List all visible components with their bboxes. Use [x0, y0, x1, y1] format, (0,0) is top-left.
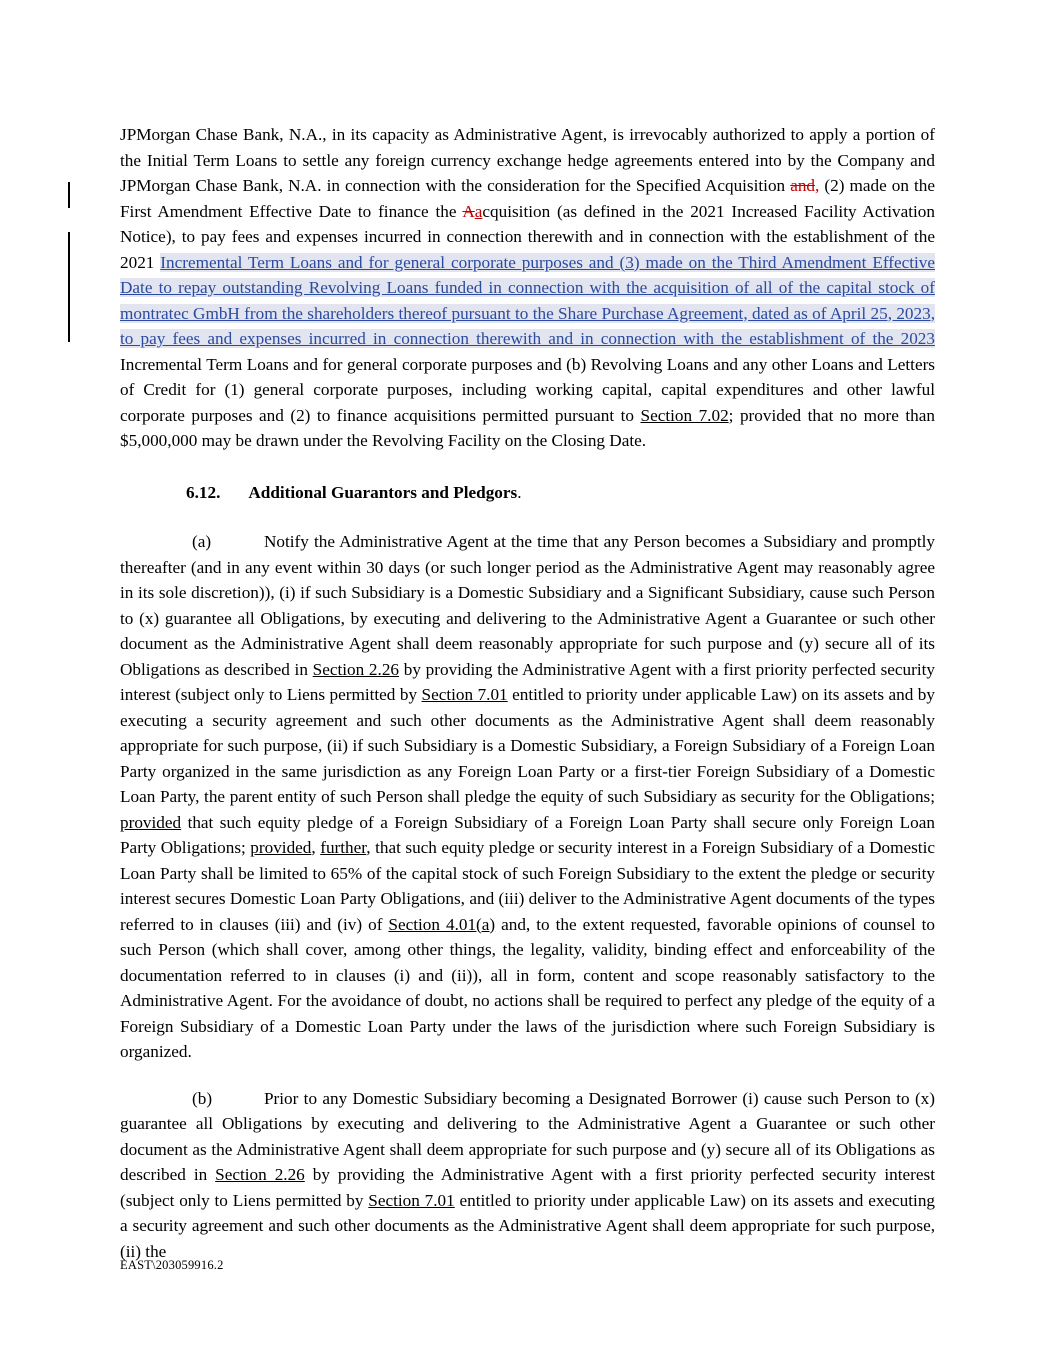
para-b-seg1: Prior to any Domestic Subsidiary becoming a Designated Borrower (i) cause such Person to (x) guarantee all Obligations by executing and delivering to the Administrative Agent a Guarantee or such other document as the Administrative Agent shall deem appropriate for such purpose and (y) secure all of its Obligations as described in — [120, 1088, 935, 1184]
para1-seg5: ; provided that no more than $5,000,000 may be drawn under the Revolving Facility on the Closing Date. — [120, 405, 935, 450]
para1-seg4: Incremental Term Loans and for general corporate purposes and (b) Revolving Loans and any other Loans and Letters of Credit for (1) general corporate purposes, including working capital, capital expenditures and other lawful corporate purposes and (2) to finance acquisitions permitted pursuant to — [120, 354, 935, 425]
para-a-seg3: entitled to priority under applicable Law) on its assets and by executing a security agreement and such other documents as the Administrative Agent shall deem reasonably appropriate for such purpose, (ii) if such Subsidiary is a Domestic Subsidiary, a Foreign Subsidiary of a Foreign Loan Party organized in the same jurisdiction as any Foreign Loan Party or a first-tier Foreign Subsidiary of a Domestic Loan Party, the parent entity of such Person shall pledge the equity of such Subsidiary as security for the Obligations; — [120, 685, 935, 806]
section-heading-6-12 — [120, 480, 935, 506]
paragraph-a — [120, 529, 935, 1065]
insertion-third-amendment-text: Incremental Term Loans and for general corporate purposes and (3) made on the Third Amendment Effective Date to repay outstanding Revolving Loans funded in connection with the acquisition of all of the capital stock of montratec GmbH from the shareholders thereof pursuant to the Share Purchase Agreement, dated as of April 25, 2023, to pay fees and expenses incurred in connection therewith and in connection with the establishment of the 2023 — [120, 252, 935, 348]
paragraph-b — [120, 1086, 935, 1265]
change-bar-1 — [68, 182, 70, 208]
paragraph-b-label: (b) — [192, 1088, 213, 1108]
footer-document-reference: EAST\203059916.2 — [120, 1258, 224, 1272]
para-a-seg5: , — [311, 838, 321, 857]
para1-seg1: JPMorgan Chase Bank, N.A., in its capacity as Administrative Agent, is irrevocably authorized to apply a portion of the Initial Term Loans to settle any foreign currency exchange hedge agreements entered into by the Company and JPMorgan Chase Bank, N.A. in connection with the consideration for the Specified Acquisition — [120, 125, 935, 195]
emphasis-further: further — [320, 838, 367, 857]
change-bar-2 — [68, 232, 70, 342]
insertion-comma: , — [815, 176, 820, 195]
cross-reference-section-226-b[interactable]: Section 2.26 — [215, 1165, 305, 1184]
section-title-period: . — [517, 482, 522, 502]
cross-reference-section-701-a[interactable]: Section 7.01 — [421, 685, 508, 704]
para-a-seg6: , that such equity pledge or security interest in a Foreign Subsidiary of a Domestic Loan Party shall be limited to 65% of the capital stock of such Foreign Subsidiary to the extent the pledge or security interest secures Domestic Loan Party Obligations, and (iii) deliver to the Administrative Agent documents of the types referred to in clauses (iii) and (iv) of — [120, 838, 935, 934]
section-title: Additional Guarantors and Pledgors — [248, 482, 518, 502]
para1-seg2: (2) made on the First Amendment Effective Date to finance the — [120, 176, 935, 221]
para-b-seg3: entitled to priority under applicable Law) on its assets and executing a security agreement and such other documents as the Administrative Agent shall deem appropriate for such purpose, (ii) the — [120, 1190, 936, 1261]
emphasis-provided-1: provided — [120, 812, 182, 832]
insertion-lowercase-a: a — [474, 201, 483, 221]
para-b-seg2: by providing the Administrative Agent with a first priority perfected security interest (subject only to Liens permitted by — [120, 1165, 935, 1210]
para-a-seg1: Notify the Administrative Agent at the time that any Person becomes a Subsidiary and promptly thereafter (and in any event within 30 days (or such longer period as the Administrative Agent may reasonably agree in its sole discretion)), (i) if such Subsidiary is a Domestic Subsidiary and a Significant Subsidiary, cause such Person to (x) guarantee all Obligations, by executing and delivering to the Administrative Agent a Guarantee or such other document as the Administrative Agent shall deem reasonably appropriate for such purpose and (y) secure all of its Obligations as described in — [120, 532, 935, 679]
cross-reference-section-702[interactable]: Section 7.02 — [640, 405, 729, 425]
cross-reference-section-701-b[interactable]: Section 7.01 — [368, 1190, 455, 1210]
para-a-seg7: and, to the extent requested, favorable opinions of counsel to such Person (which shall cover, among other things, the legality, validity, binding effect and enforceability of the documentation referred to in clauses (i) and (ii)), all in form, content and scope reasonably satisfactory to the Administrative Agent. For the avoidance of doubt, no actions shall be required to perfect any pledge of the equity of a Foreign Subsidiary of a Domestic Loan Party under the laws of the jurisdiction where such Foreign Subsidiary is organized. — [120, 914, 935, 1061]
deletion-capital-a: A — [462, 201, 475, 221]
section-number: 6.12. — [186, 482, 221, 502]
para-a-seg2: by providing the Administrative Agent with a first priority perfected security interest (subject only to Liens permitted by — [120, 659, 935, 704]
emphasis-provided-2: provided — [250, 838, 312, 857]
cross-reference-section-226-a[interactable]: Section 2.26 — [312, 659, 400, 679]
para1-seg3: cquisition (as defined in the 2021 Increased Facility Activation Notice), to pay fees and expenses incurred in connection therewith and in connection with the establishment of the 2021 — [120, 201, 935, 272]
document-body — [120, 122, 935, 1264]
cross-reference-section-401a[interactable]: Section 4.01(a) — [388, 914, 496, 934]
para-a-seg4: that such equity pledge of a Foreign Subsidiary of a Foreign Loan Party shall secure only Foreign Loan Party Obligations; — [120, 812, 935, 857]
paragraph-a-label: (a) — [192, 532, 212, 551]
paragraph-authorization — [120, 122, 935, 454]
deletion-and: and — [790, 176, 816, 195]
